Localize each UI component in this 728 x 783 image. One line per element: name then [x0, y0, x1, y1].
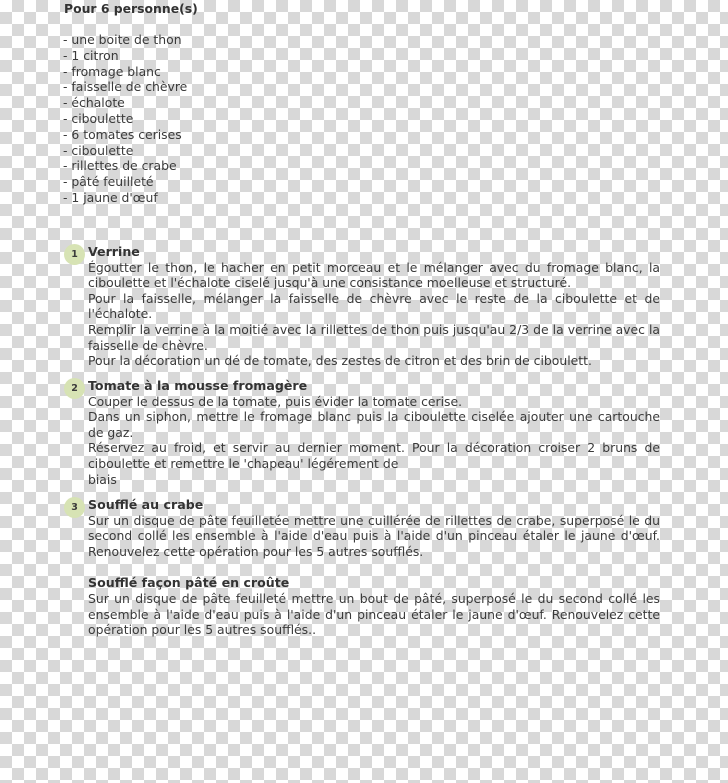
- subsection-paragraph: Sur un disque de pâte feuilleté mettre un bout de pâté, superposé le du second collé les ensemble à l'aide d'eau puis à l'aide d'un pinceau étaler le jaune d'œuf. Renouvelez cette opération pour les 5 autres soufflés..: [88, 590, 660, 638]
- step-paragraph: Dans un siphon, mettre le fromage blanc puis la ciboulette ciselée ajouter une cartouche de gaz.: [88, 409, 660, 440]
- step-souffle: [64, 497, 660, 638]
- step-title: Soufflé au crabe: [88, 497, 204, 512]
- ingredient-item: - une boite de thon: [63, 32, 182, 47]
- step-body: [88, 497, 660, 638]
- ingredient-item: - rillettes de crabe: [63, 158, 177, 174]
- ingredient-item: - échalote: [63, 95, 125, 111]
- ingredient-item: - pâté feuilleté: [63, 174, 154, 190]
- step-paragraph: Pour la faisselle, mélanger la faisselle de chèvre avec le reste de la ciboulette et de l'échalote.: [88, 290, 660, 322]
- step-paragraph: Sur un disque de pâte feuilletée mettre une cuillérée de rillettes de crabe, superposé le du second collé les ensemble à l'aide d'eau puis à l'aide d'un pinceau étaler le jaune d'œuf. Renouvelez cette opération pour les 5 autres soufflés.: [88, 512, 660, 559]
- ingredient-item: - 1 jaune d'œuf: [63, 189, 158, 205]
- step-title: Tomate à la mousse fromagère: [88, 378, 308, 393]
- subsection-title: Soufflé façon pâté en croûte: [88, 575, 290, 591]
- ingredient-item: - faisselle de chèvre: [63, 79, 188, 95]
- ingredient-item: - fromage blanc: [63, 63, 161, 79]
- recipe-servings-title: Pour 6 personne(s): [64, 1, 198, 16]
- step-paragraph: Remplir la verrine à la moitié avec la rillettes de thon puis jusqu'au 2/3 de la verrine avec la faisselle de chèvre.: [88, 321, 660, 353]
- step-verrine: [64, 244, 660, 369]
- ingredient-item: - ciboulette: [63, 110, 134, 126]
- ingredient-item: - 1 citron: [63, 47, 119, 63]
- step-paragraph: Couper le dessus de la tomate, puis évider la tomate cerise.: [88, 393, 463, 409]
- ingredient-item: - ciboulette: [63, 142, 134, 158]
- step-paragraph: Égoutter le thon, le hacher en petit morceau et le mélanger avec du fromage blanc, la ciboulette et l'échalote ciselé jusqu'à une consistance moelleuse et structuré.: [88, 259, 660, 291]
- step-number-badge: 1: [64, 244, 85, 265]
- step-body: [88, 378, 660, 487]
- step-number-badge: 3: [64, 497, 85, 518]
- step-tomate: [64, 378, 660, 487]
- step-body: [88, 244, 660, 369]
- step-title: Verrine: [88, 244, 140, 259]
- step-number-badge: 2: [64, 378, 85, 399]
- ingredient-list: [63, 32, 187, 206]
- step-paragraph: biais: [88, 471, 117, 487]
- step-paragraph: Réservez au froid, et servir au dernier moment. Pour la décoration croiser 2 bruns de ciboulette et remettre le 'chapeau' légérement de: [88, 440, 660, 471]
- ingredient-item: - 6 tomates cerises: [63, 126, 182, 142]
- step-paragraph: Pour la décoration un dé de tomate, des zestes de citron et des brin de ciboulett.: [88, 353, 592, 369]
